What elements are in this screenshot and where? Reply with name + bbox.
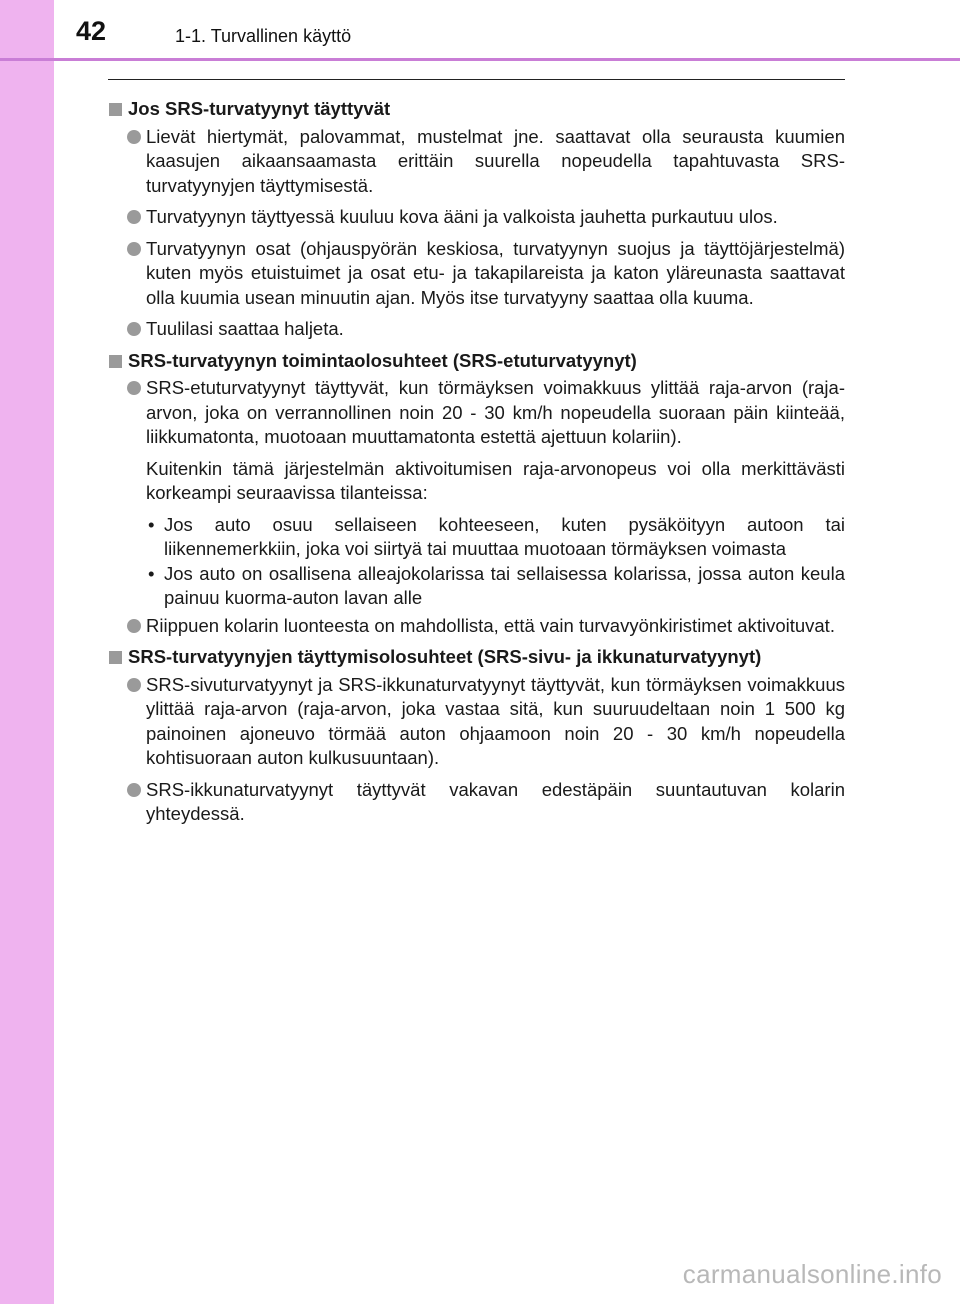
sub-list-item-text: Jos auto osuu sellaiseen kohteeseen, kuten pysäköityyn autoon tai liikennemerkkiin, joka voi siirtyä tai muuttaa muotoaan törmäyksen voimasta	[164, 513, 845, 559]
square-bullet-icon	[109, 103, 122, 116]
sub-list-item	[108, 513, 845, 562]
circle-bullet-icon	[127, 678, 141, 692]
page-content	[108, 90, 845, 834]
list-item	[108, 673, 845, 771]
list-item	[108, 237, 845, 311]
sub-list-item-text: Jos auto on osallisena alleajokolarissa tai sellaisessa kolarissa, jossa auton keula painuu kuorma-auton lavan alle	[164, 562, 845, 608]
section-rule	[108, 79, 845, 80]
list-item-text: SRS-ikkunaturvatyynyt täyttyvät vakavan edestäpäin suuntautuvan kolarin yhteydessä.	[146, 778, 845, 824]
section-heading	[108, 97, 845, 122]
chapter-title: 1-1. Turvallinen käyttö	[175, 26, 352, 46]
list-item-text: Turvatyynyn täyttyessä kuuluu kova ääni ja valkoista jauhetta purkautuu ulos.	[146, 206, 778, 227]
circle-bullet-icon	[127, 130, 141, 144]
section-heading-text: SRS-turvatyynyn toimintaolosuhteet (SRS-etuturvatyynyt)	[128, 349, 637, 371]
square-bullet-icon	[109, 651, 122, 664]
list-item-text: SRS-sivuturvatyynyt ja SRS-ikkunaturvatyynyt täyttyvät, kun törmäyksen voimakkuus ylittää raja-arvon (raja-arvon, joka vastaa sitä, kun suuruudeltaan noin 1 500 kg painoinen ajoneuvo törmää auton ohjaamoon noin 20 - 30 km/h nopeudella kohtisuoraan auton kulkusuuntaan).	[146, 673, 845, 768]
sub-list-item	[108, 562, 845, 611]
dot-marker: •	[148, 562, 155, 584]
section-heading	[108, 645, 845, 670]
page-number: 42	[76, 16, 107, 46]
list-item-text: SRS-etuturvatyynyt täyttyvät, kun törmäyksen voimakkuus ylittää raja-arvon (raja-arvon, joka on verrannollinen noin 20 - 30 km/h nopeudella suoraan päin kiinteää, liikkumatonta, muotoaan muuttamatonta estettä ajettuun kolariin).	[146, 377, 845, 447]
list-item	[108, 376, 845, 450]
section-heading	[108, 349, 845, 374]
list-item	[108, 205, 845, 230]
circle-bullet-icon	[127, 381, 141, 395]
list-item-text: Lievät hiertymät, palovammat, mustelmat jne. saattavat olla seurausta kuumien kaasujen aikaansaamasta erittäin suurella nopeudella tapahtuvasta SRS-turvatyynyjen täyttymisestä.	[146, 125, 845, 196]
watermark: carmanualsonline.info	[682, 1259, 942, 1289]
header-divider	[0, 58, 960, 61]
circle-bullet-icon	[127, 210, 141, 224]
paragraph: Kuitenkin tämä järjestelmän aktivoitumisen raja-arvonopeus voi olla merkittävästi korkeampi seuraavissa tilanteissa:	[146, 457, 845, 503]
list-item	[108, 317, 845, 342]
circle-bullet-icon	[127, 619, 141, 633]
dot-marker: •	[148, 513, 155, 535]
side-tab-band	[0, 0, 54, 1304]
list-item-text: Riippuen kolarin luonteesta on mahdollista, että vain turvavyönkiristimet aktivoituvat.	[146, 614, 835, 636]
list-item-text: Tuulilasi saattaa haljeta.	[146, 318, 344, 339]
circle-bullet-icon	[127, 242, 141, 256]
list-item	[108, 778, 845, 827]
list-item	[108, 614, 845, 639]
section-heading-text: Jos SRS-turvatyynyt täyttyvät	[128, 98, 391, 119]
square-bullet-icon	[109, 355, 122, 368]
section-heading-text: SRS-turvatyynyjen täyttymisolosuhteet (SRS-sivu- ja ikkunaturvatyynyt)	[128, 646, 762, 667]
list-item-text: Turvatyynyn osat (ohjauspyörän keskiosa, turvatyynyn suojus ja täyttöjärjestelmä) kuten myös etuistuimet ja osat etu- ja takapilareista ja katon yläreunasta saattavat olla kuumia usean minuutin ajan. Myös itse turvatyyny saattaa olla kuuma.	[146, 237, 845, 308]
list-item	[108, 125, 845, 199]
circle-bullet-icon	[127, 322, 141, 336]
circle-bullet-icon	[127, 783, 141, 797]
